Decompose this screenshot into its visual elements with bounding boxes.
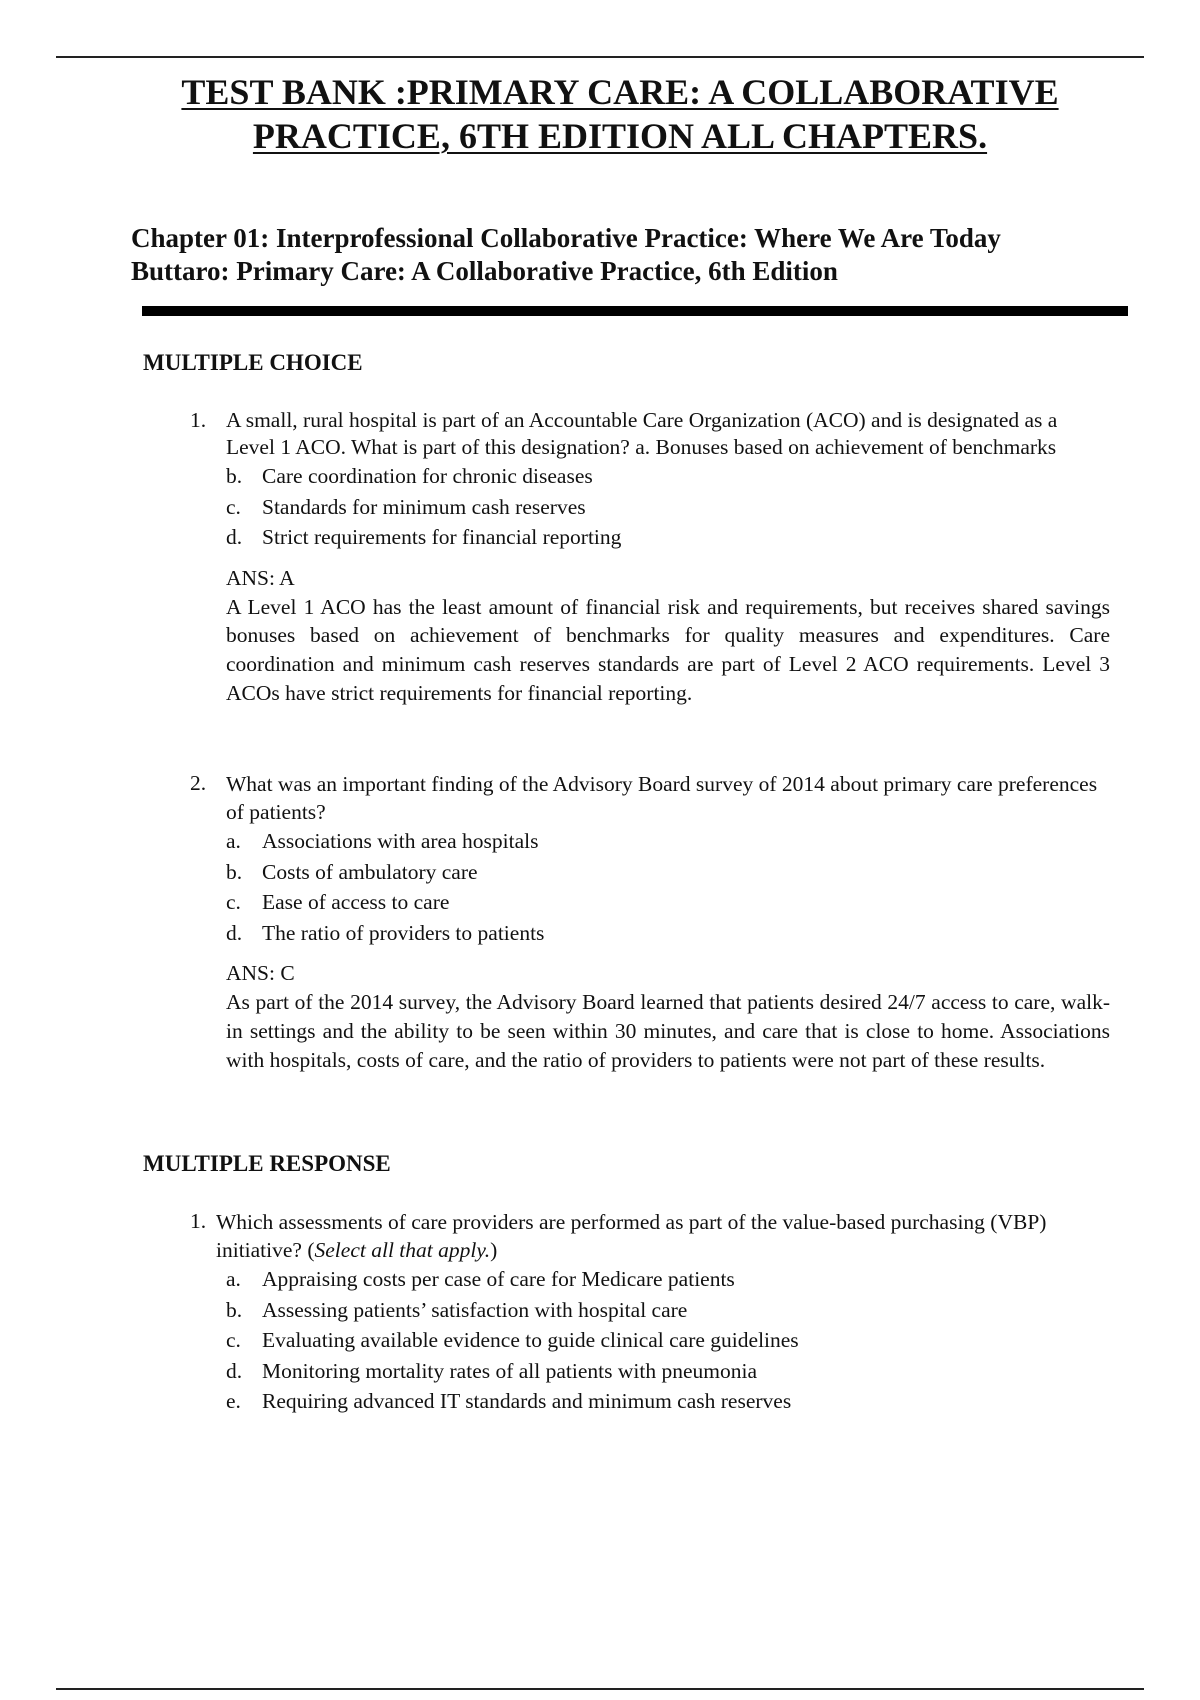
select-all-note: Select all that apply. <box>314 1238 491 1262</box>
question-stem: What was an important finding of the Advisory Board survey of 2014 about primary care preferences of patients? <box>226 772 1098 824</box>
answer-block <box>226 563 1110 708</box>
bottom-rule <box>56 1688 1144 1690</box>
multiple-response-heading: MULTIPLE RESPONSE <box>143 1151 391 1176</box>
answer-rationale: A Level 1 ACO has the least amount of financial risk and requirements, but receives shared savings bonuses based on achievement of benchmarks for quality measures and expenditures. Care coordination and minimum cash reserves standards are part of Level 2 ACO requirements. Level 3 ACOs have strict requirements for financial reporting. <box>226 594 1110 705</box>
answer-key: ANS: A <box>226 565 295 590</box>
option-c: c. Ease of access to care <box>226 890 450 914</box>
option-b: b. Assessing patients’ satisfaction with hospital care <box>226 1297 688 1322</box>
option-d: d. The ratio of providers to patients <box>226 920 545 945</box>
question-number: 1. <box>190 408 207 432</box>
title-line-1: TEST BANK :PRIMARY CARE: A COLLABORATIVE <box>181 72 1059 112</box>
question-stem: A small, rural hospital is part of an Accountable Care Organization (ACO) and is designated as a Level 1 ACO. What is part of this designation? a. Bonuses based on achievement of benchmarks <box>226 408 1058 459</box>
mc-question-1 <box>190 407 1110 708</box>
option-c: c. Evaluating available evidence to guide clinical care guidelines <box>226 1328 799 1352</box>
option-d: d. Strict requirements for financial reporting <box>226 525 622 549</box>
option-d: d. Monitoring mortality rates of all patients with pneumonia <box>226 1358 758 1383</box>
option-a: a. Appraising costs per case of care for Medicare patients <box>226 1267 735 1291</box>
book-line: Buttaro: Primary Care: A Collaborative Practice, 6th Edition <box>131 256 838 286</box>
multiple-choice-heading: MULTIPLE CHOICE <box>143 350 363 375</box>
answer-rationale: As part of the 2014 survey, the Advisory Board learned that patients desired 24/7 access to care, walk-in settings and the ability to be seen within 30 minutes, and care that is close to home. Associations with hospitals, costs of care, and the ratio of providers to patients were not part of these results. <box>226 990 1110 1072</box>
mr-question-1 <box>190 1208 1110 1417</box>
question-stem: Which assessments of care providers are performed as part of the value-based purchasing (VBP) initiative? (Select all that apply.) <box>216 1210 1047 1262</box>
chapter-header <box>131 222 1001 288</box>
question-number: 2. <box>190 771 207 795</box>
document-title <box>140 70 1100 158</box>
option-c: c. Standards for minimum cash reserves <box>226 494 586 519</box>
question-number: 1. <box>190 1209 207 1233</box>
option-b: b. Care coordination for chronic diseases <box>226 464 593 488</box>
answer-key: ANS: C <box>226 961 295 985</box>
section-divider <box>142 306 1128 316</box>
option-a: a. Associations with area hospitals <box>226 829 539 853</box>
top-rule <box>56 56 1144 58</box>
option-b: b. Costs of ambulatory care <box>226 859 478 884</box>
title-line-2: PRACTICE, 6TH EDITION ALL CHAPTERS. <box>252 116 988 156</box>
answer-block <box>226 958 1110 1074</box>
option-e: e. Requiring advanced IT standards and minimum cash reserves <box>226 1389 792 1413</box>
chapter-line: Chapter 01: Interprofessional Collaborative Practice: Where We Are Today <box>131 223 1001 253</box>
mc-question-2 <box>190 770 1110 1074</box>
